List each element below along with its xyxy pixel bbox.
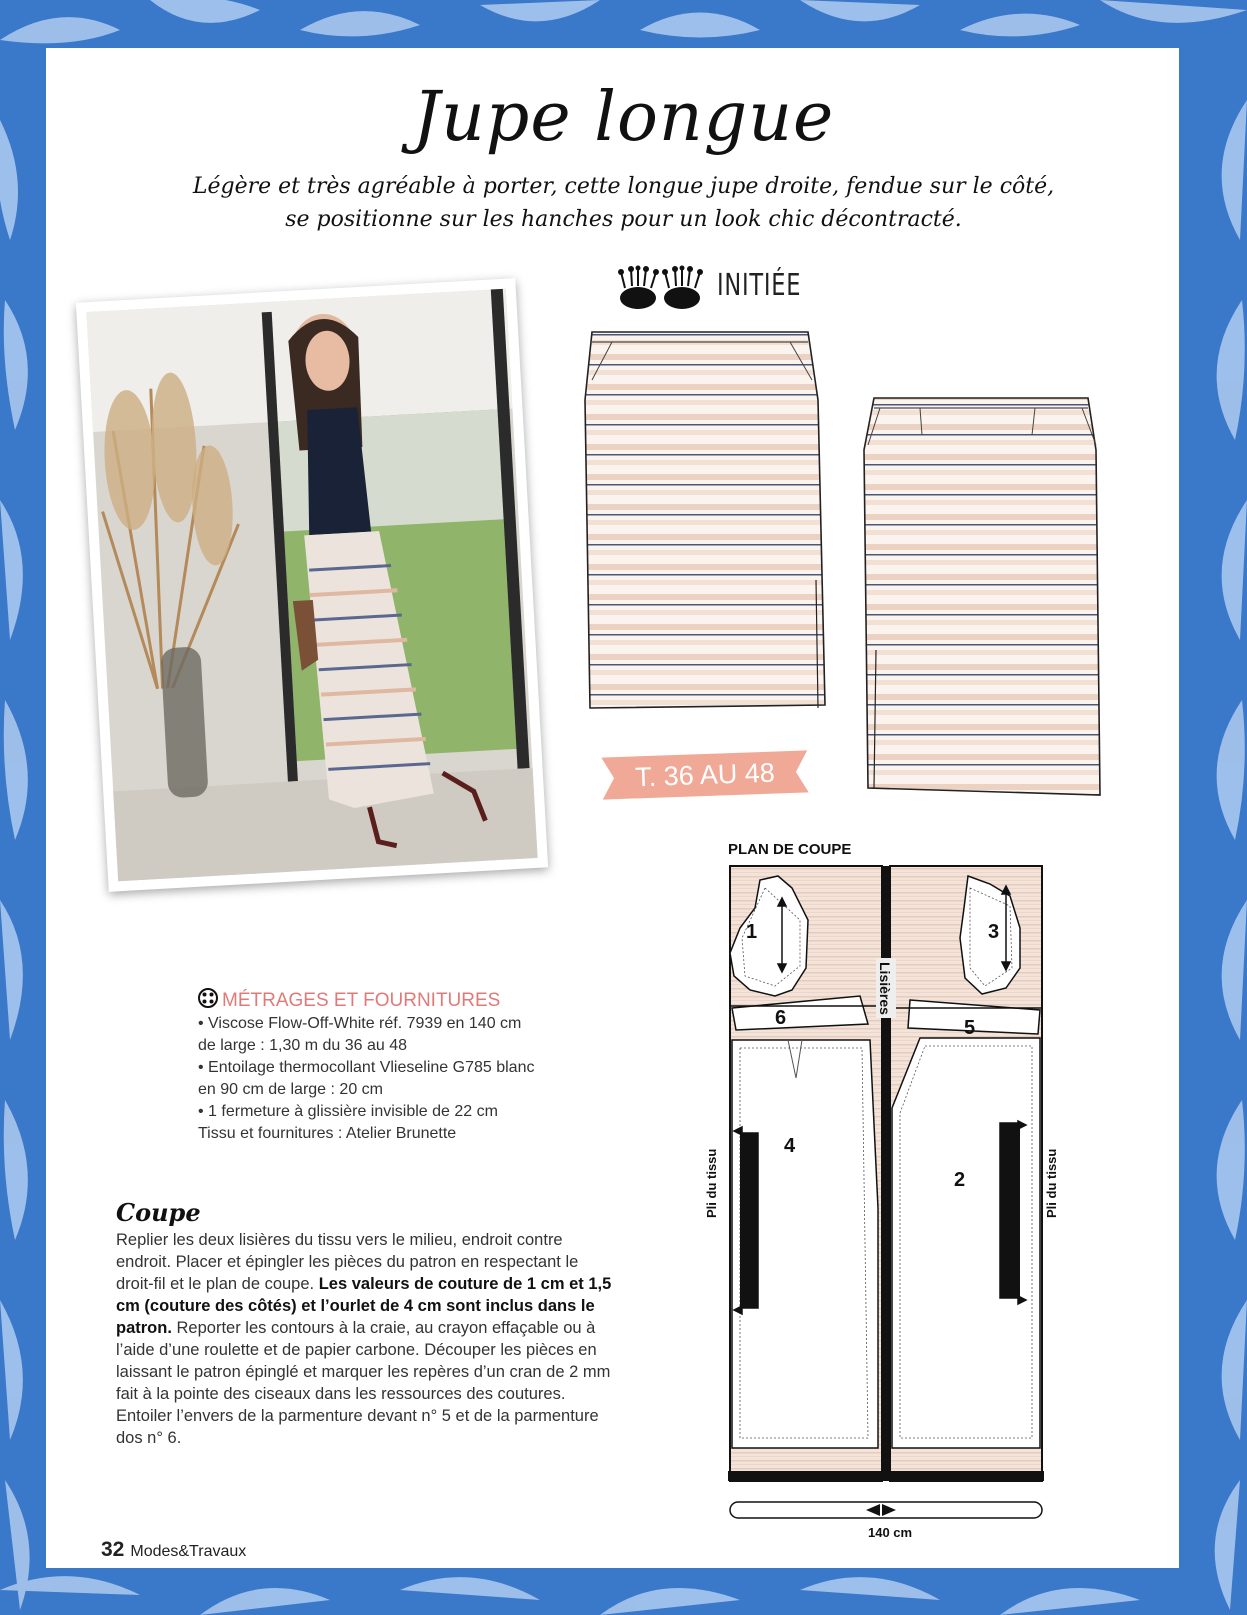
- pincushion-icon: [662, 266, 703, 310]
- supplies-line: • 1 fermeture à glissière invisible de 22 cm: [198, 1103, 498, 1120]
- supplies-line: en 90 cm de large : 20 cm: [198, 1081, 383, 1098]
- magazine-name: Modes&Travaux: [130, 1543, 247, 1560]
- skirt-back-sketch: [860, 390, 1110, 800]
- size-range-tag: [601, 750, 808, 799]
- piece-number-3: 3: [988, 921, 1000, 943]
- page-footer: [101, 1538, 246, 1562]
- model-photo-illustration: [86, 289, 537, 882]
- fold-label-right: Pli du tissu: [1044, 1148, 1059, 1218]
- cutting-text-a: Replier les deux lisières du tissu vers le milieu, endroit contre endroit. Placer et épingler les pièces du patron en respectant le droit-fil et le plan de coupe.: [116, 1231, 579, 1293]
- page-number: 32: [101, 1538, 125, 1561]
- cutting-text-bold: Les valeurs de couture de 1 cm et 1,5 cm (couture des côtés) et l’ourlet de 4 cm sont inclus dans le patron.: [116, 1275, 612, 1337]
- cutting-plan-heading: PLAN DE COUPE: [728, 841, 852, 858]
- subtitle-line-1: Légère et très agréable à porter, cette longue jupe droite, fendue sur le côté,: [192, 174, 1055, 199]
- supplies-line: de large : 1,30 m du 36 au 48: [198, 1037, 408, 1054]
- cutting-section: [116, 1198, 616, 1449]
- piece-number-4: 4: [784, 1135, 796, 1157]
- piece-number-2: 2: [954, 1169, 966, 1191]
- subtitle-line-2: se positionne sur les hanches pour un look chic décontracté.: [285, 207, 962, 232]
- cutting-instructions: [116, 1229, 616, 1449]
- difficulty-label: INITIÉE: [717, 268, 802, 303]
- supplies-heading-text: MÉTRAGES ET FOURNITURES: [222, 990, 501, 1011]
- piece-number-6: 6: [775, 1007, 787, 1029]
- sewing-button-icon: [198, 988, 218, 1008]
- size-range-text: T. 36 AU 48: [634, 757, 776, 793]
- model-photo: [76, 278, 548, 892]
- page-subtitle: [120, 170, 1127, 236]
- fold-label-left: Pli du tissu: [704, 1148, 719, 1218]
- supplies-line: Tissu et fournitures : Atelier Brunette: [198, 1125, 457, 1142]
- piece-number-5: 5: [964, 1017, 976, 1039]
- skirt-front-sketch: [580, 320, 830, 730]
- supplies-section: [198, 988, 618, 1145]
- pincushion-icon: [618, 266, 659, 310]
- cutting-heading: Coupe: [116, 1198, 201, 1227]
- cutting-text-b: Reporter les contours à la craie, au crayon effaçable ou à l’aide d’une roulette et de papier carbone. Découper les pièces en laissant le patron épinglé et marquer les repères d’un cran de 2 mm fait à la pointe des ciseaux dans les ressources des coutures. Entoiler l’envers de la parmenture devant n° 5 et de la parmenture dos n° 6.: [116, 1319, 611, 1447]
- supplies-line: • Entoilage thermocollant Vlieseline G785 blanc: [198, 1059, 535, 1076]
- supplies-line: • Viscose Flow-Off-White réf. 7939 en 140 cm: [198, 1015, 522, 1032]
- fabric-width-label: 140 cm: [868, 1525, 913, 1540]
- piece-number-1: 1: [746, 921, 758, 943]
- selvedge-label: Lisières: [877, 962, 893, 1015]
- page-title: Jupe longue: [412, 78, 835, 157]
- supplies-heading: [198, 988, 618, 1012]
- cutting-plan-diagram: [704, 858, 1065, 1540]
- difficulty-rating: [618, 266, 703, 310]
